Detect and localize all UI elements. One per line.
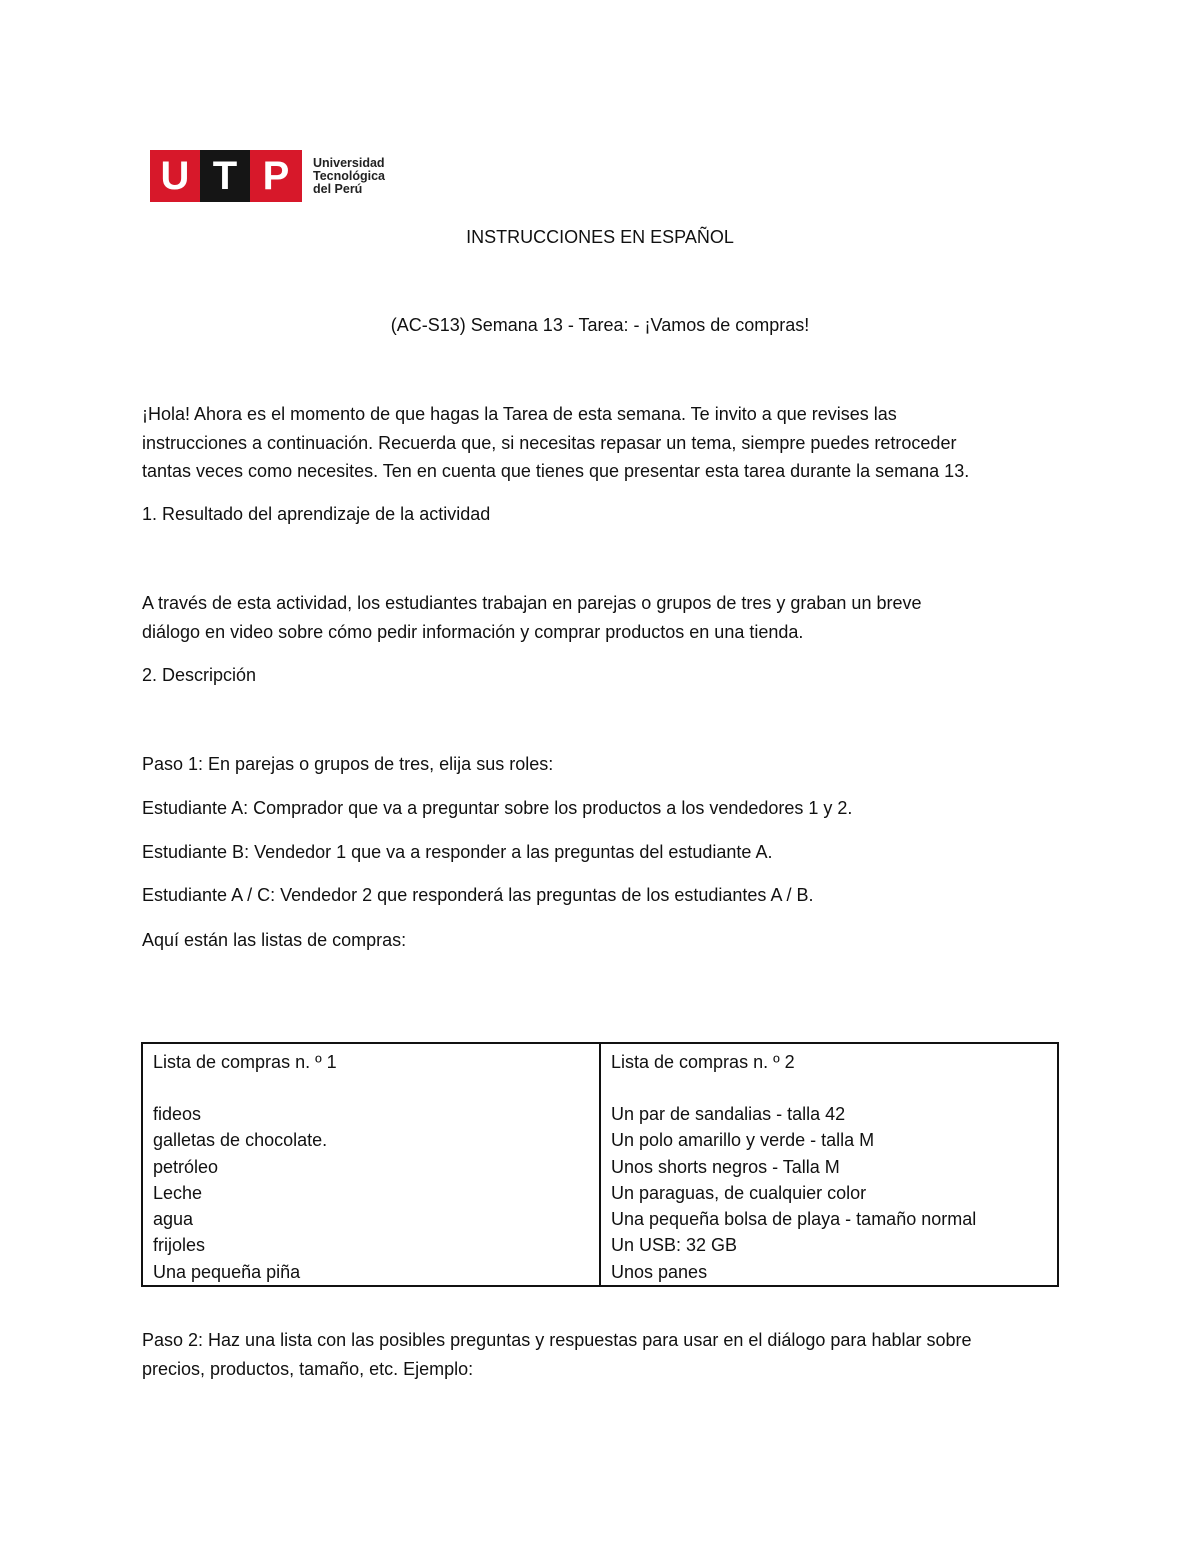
intro-line: tantas veces como necesites. Ten en cuenta que tienes que presentar esta tarea durante la semana 13.	[142, 461, 970, 481]
step-1-text: Paso 1: En parejas o grupos de tres, elija sus roles:	[142, 754, 554, 774]
intro-paragraph	[142, 400, 1062, 486]
logo-name-line: Tecnológica	[313, 168, 386, 183]
section-1-heading: 1. Resultado del aprendizaje de la actividad	[142, 504, 491, 524]
list-item: Un par de sandalias - talla 42	[611, 1104, 846, 1124]
logo-university-name	[313, 157, 385, 196]
shopping-list-1	[142, 1043, 600, 1286]
list-item: Un USB: 32 GB	[611, 1235, 738, 1256]
list-item: frijoles	[153, 1235, 206, 1256]
role-student-b: Estudiante B: Vendedor 1 que va a responder a las preguntas del estudiante A.	[142, 842, 773, 862]
section-1-line: A través de esta actividad, los estudiantes trabajan en parejas o grupos de tres y graban un breve	[142, 593, 922, 613]
section-1-paragraph	[142, 589, 1062, 646]
shopping-lists-table	[141, 1042, 1059, 1287]
list-item: Una pequeña bolsa de playa - tamaño normal	[611, 1209, 977, 1230]
logo-name-line: del Perú	[313, 181, 363, 196]
lists-intro: Aquí están las listas de compras:	[142, 930, 407, 950]
list-item: galletas de chocolate.	[153, 1130, 328, 1151]
list-item: Unos shorts negros - Talla M	[611, 1156, 840, 1177]
section-2-heading: 2. Descripción	[142, 665, 257, 685]
logo-letter-u: U	[150, 150, 200, 202]
logo-name-line: Universidad	[313, 155, 385, 170]
document-subtitle: (AC-S13) Semana 13 - Tarea: - ¡Vamos de compras!	[390, 315, 810, 335]
list-item: Unos panes	[611, 1261, 708, 1282]
intro-line: instrucciones a continuación. Recuerda que, si necesitas repasar un tema, siempre puedes retroceder	[142, 432, 957, 453]
list-item: Un polo amarillo y verde - talla M	[611, 1130, 875, 1151]
utp-logo	[150, 150, 385, 202]
logo-letter-t: T	[200, 150, 250, 202]
list-item: Una pequeña piña	[153, 1261, 301, 1282]
utp-logo-mark	[150, 150, 302, 202]
list-1-title: Lista de compras n. º 1	[153, 1052, 337, 1072]
role-student-c: Estudiante A / C: Vendedor 2 que responderá las preguntas de los estudiantes A / B.	[142, 885, 814, 905]
step-2-line: precios, productos, tamaño, etc. Ejemplo:	[142, 1358, 474, 1379]
table-row	[142, 1043, 1058, 1286]
intro-line: ¡Hola! Ahora es el momento de que hagas la Tarea de esta semana. Te invito a que revises las	[142, 404, 897, 424]
list-item: Un paraguas, de cualquier color	[611, 1182, 867, 1203]
document-title: INSTRUCCIONES EN ESPAÑOL	[466, 227, 734, 247]
role-student-a: Estudiante A: Comprador que va a preguntar sobre los productos a los vendedores 1 y 2.	[142, 798, 853, 818]
list-item: fideos	[153, 1104, 202, 1124]
list-item: Leche	[153, 1182, 203, 1203]
list-2-title: Lista de compras n. º 2	[611, 1052, 795, 1072]
logo-letter-p: P	[250, 150, 302, 202]
step-2-paragraph	[142, 1326, 1062, 1383]
list-item: petróleo	[153, 1156, 219, 1177]
shopping-list-2	[600, 1043, 1058, 1286]
section-1-line: diálogo en video sobre cómo pedir información y comprar productos en una tienda.	[142, 621, 804, 642]
step-2-line: Paso 2: Haz una lista con las posibles preguntas y respuestas para usar en el diálogo para hablar sobre	[142, 1330, 972, 1350]
list-item: agua	[153, 1209, 194, 1230]
